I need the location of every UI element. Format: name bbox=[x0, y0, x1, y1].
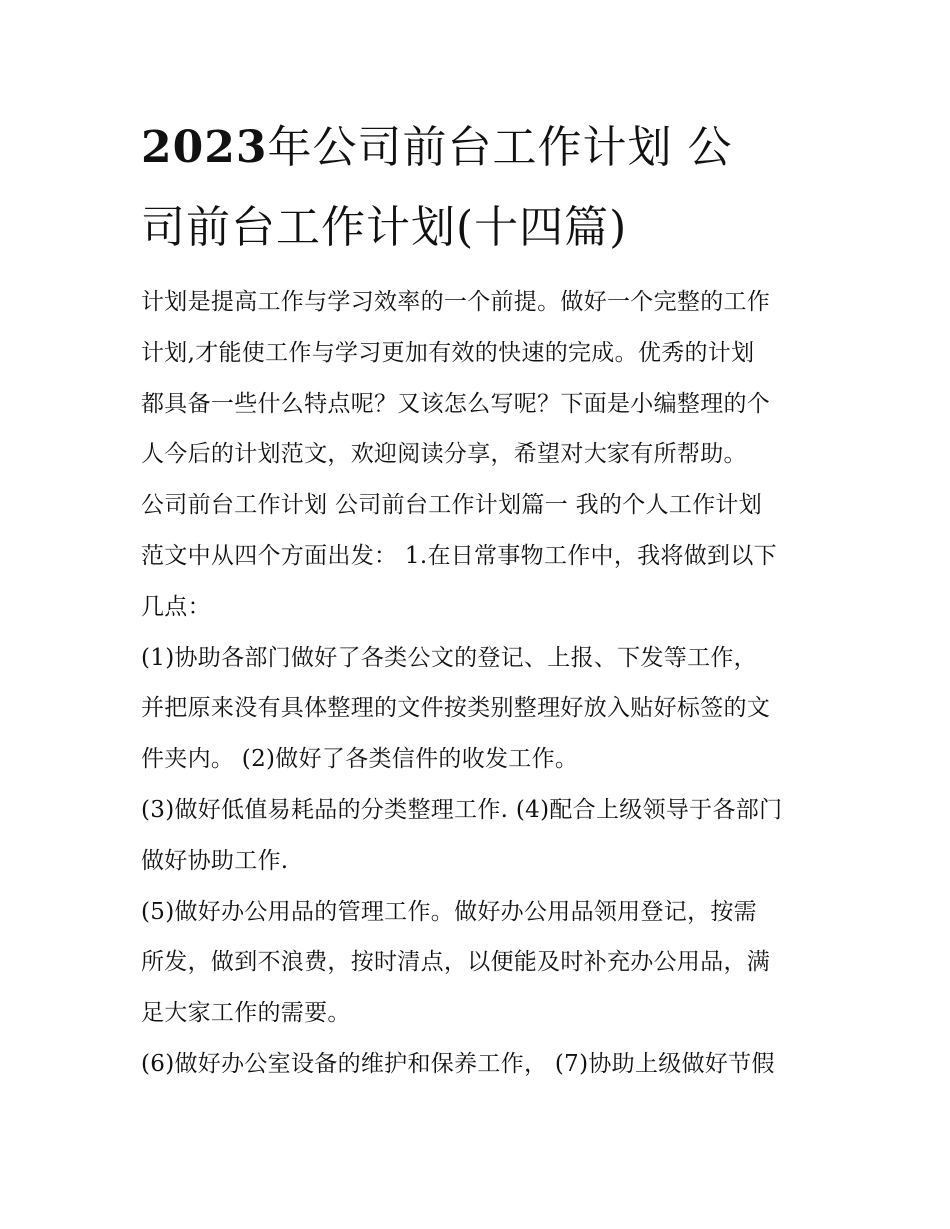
body-line: 几点： bbox=[141, 593, 211, 620]
body-line: (1)协助各部门做好了各类公文的登记、上报、下发等工作， bbox=[141, 644, 757, 671]
title-line-1: 年公司前台工作计划 公 bbox=[267, 122, 733, 173]
body-line: (6)做好办公室设备的维护和保养工作， (7)协助上级做好节假 bbox=[141, 1050, 775, 1077]
body-line: 计划是提高工作与学习效率的一个前提。做好一个完整的工作 bbox=[141, 289, 771, 315]
body-line: 所发，做到不浪费，按时清点，以便能及时补充办公用品，满 bbox=[141, 949, 771, 976]
title-line-2: 司前台工作计划(十四篇) bbox=[141, 202, 628, 253]
body-line: 人今后的计划范文，欢迎阅读分享，希望对大家有所帮助。 bbox=[141, 441, 747, 468]
body-line: 范文中从四个方面出发： 1.在日常事物工作中，我将做到以下 bbox=[141, 542, 777, 569]
body-line: 做好协助工作. bbox=[141, 847, 289, 874]
body-line: (5)做好办公用品的管理工作。做好办公用品领用登记，按需 bbox=[141, 898, 757, 925]
body-line: 公司前台工作计划 公司前台工作计划篇一 我的个人工作计划 bbox=[141, 492, 763, 519]
document-page bbox=[141, 108, 821, 1090]
body-line: 计划,才能使工作与学习更加有效的快速的完成。优秀的计划 bbox=[141, 339, 755, 366]
body-line: 并把原来没有具体整理的文件按类别整理好放入贴好标签的文 bbox=[141, 695, 771, 722]
body-line: 都具备一些什么特点呢？又该怎么写呢？下面是小编整理的个 bbox=[141, 390, 771, 417]
title-year: 2023 bbox=[141, 122, 268, 173]
body-line: 足大家工作的需要。 bbox=[141, 1000, 351, 1027]
document-body bbox=[141, 277, 821, 1090]
body-line: (3)做好低值易耗品的分类整理工作. (4)配合上级领导于各部门 bbox=[141, 796, 783, 823]
body-line: 件夹内。 (2)做好了各类信件的收发工作。 bbox=[141, 746, 579, 773]
document-title bbox=[141, 108, 821, 268]
